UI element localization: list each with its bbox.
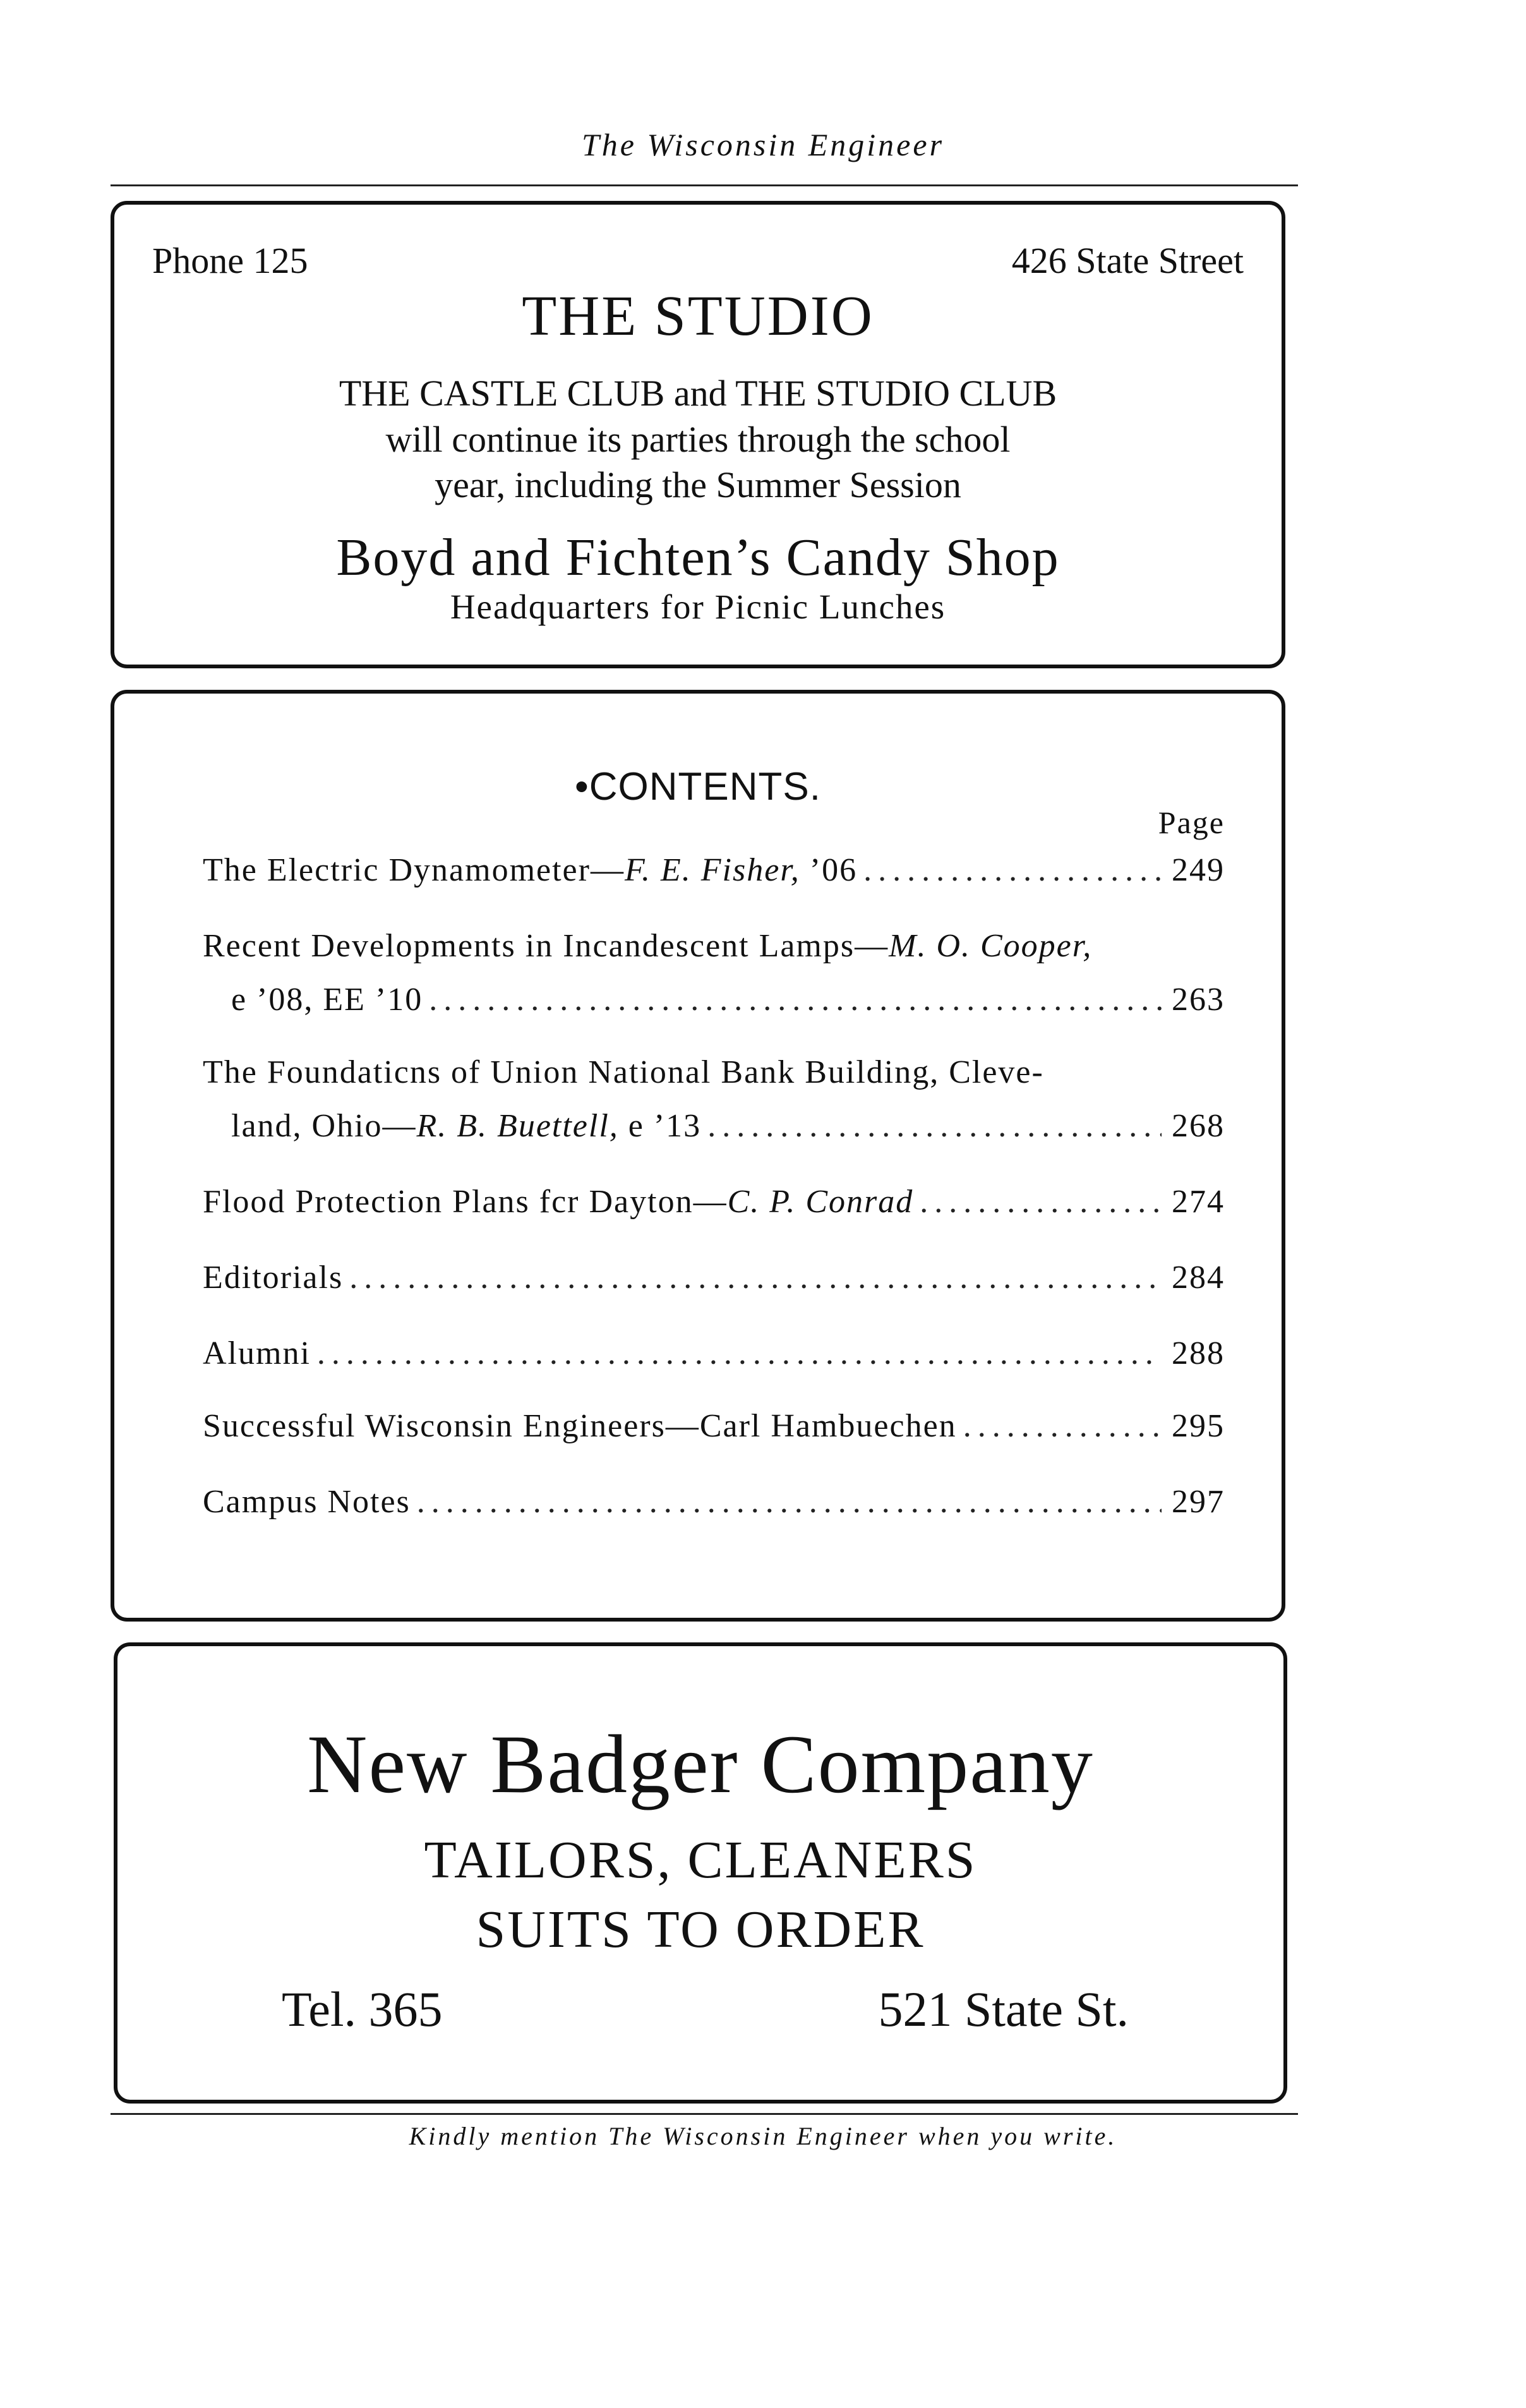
toc-entry-page: 288 (1172, 1335, 1225, 1371)
toc-leader-dots (429, 981, 1162, 1018)
toc-leader-dots (920, 1183, 1162, 1220)
footer-rule (111, 2113, 1298, 2115)
toc-entry-author: C. P. Conrad (727, 1184, 914, 1220)
toc-entry-author: R. B. Buettell, (416, 1108, 619, 1144)
toc-entry-line-1 (203, 927, 1092, 965)
toc-leader-dots (417, 1483, 1162, 1520)
toc-entry-line-2 (231, 981, 1225, 1018)
studio-line-1: THE CASTLE CLUB and THE STUDIO CLUB (339, 373, 1057, 414)
toc-entry-title: Successful Wisconsin Engineers—Carl Hambuechen (203, 1408, 957, 1444)
toc-entry (203, 1259, 1225, 1296)
toc-entry-page: 249 (1172, 852, 1225, 888)
badger-telephone: Tel. 365 (282, 1982, 443, 2037)
toc-entry-title: Flood Protection Plans fcr Dayton— (203, 1184, 728, 1220)
toc-entry-suffix: e ’13 (618, 1108, 702, 1144)
toc-leader-dots (317, 1335, 1162, 1372)
toc-entry-line-2 (231, 1107, 1225, 1145)
toc-entry-author: M. O. Cooper, (889, 928, 1093, 964)
toc-entry-page: 268 (1172, 1108, 1225, 1144)
toc-leader-dots (707, 1107, 1162, 1145)
studio-line-3: year, including the Summer Session (435, 464, 961, 505)
badger-line-2: SUITS TO ORDER (476, 1900, 925, 1959)
toc-entry-author: F. E. Fisher, (624, 852, 800, 888)
badger-advertisement (114, 1642, 1287, 2104)
header-rule (111, 184, 1298, 186)
contents-heading: •CONTENTS. (575, 765, 821, 809)
toc-entry-prefix: land, Ohio— (231, 1108, 417, 1144)
toc-entry-suffix: e ’08, EE ’10 (231, 982, 423, 1018)
studio-phone: Phone 125 (152, 240, 308, 281)
candy-shop-tagline: Headquarters for Picnic Lunches (450, 587, 946, 626)
candy-shop-name: Boyd and Fichten’s Candy Shop (336, 528, 1060, 587)
toc-entry (203, 1335, 1225, 1372)
toc-leader-dots (963, 1407, 1162, 1445)
toc-entry (203, 1407, 1225, 1445)
toc-entry-title: Recent Developments in Incandescent Lamps— (203, 928, 889, 964)
toc-entry (203, 852, 1225, 889)
contents-box (111, 690, 1285, 1622)
toc-entry-page: 284 (1172, 1260, 1225, 1296)
toc-entry (203, 1183, 1225, 1220)
toc-entry-page: 297 (1172, 1484, 1225, 1520)
toc-entry-title: The Electric Dynamometer— (203, 852, 625, 888)
contents-page-label: Page (1158, 805, 1225, 840)
toc-entry-title: Campus Notes (203, 1484, 411, 1520)
toc-entry-title: The Foundaticns of Union National Bank Building, Cleve- (203, 1054, 1044, 1090)
running-head: The Wisconsin Engineer (581, 127, 945, 162)
badger-line-1: TAILORS, CLEANERS (424, 1831, 977, 1889)
studio-title: THE STUDIO (522, 285, 874, 347)
toc-leader-dots (349, 1259, 1162, 1296)
toc-entry-page: 274 (1172, 1184, 1225, 1220)
studio-advertisement (111, 201, 1285, 668)
toc-entry (203, 1483, 1225, 1520)
toc-entry-line-1 (203, 1054, 1044, 1091)
toc-entry-page: 295 (1172, 1408, 1225, 1444)
badger-address: 521 State St. (878, 1982, 1129, 2037)
toc-entry-page: 263 (1172, 982, 1225, 1018)
footer-note: Kindly mention The Wisconsin Engineer when you write. (409, 2122, 1117, 2150)
toc-leader-dots (863, 852, 1162, 889)
badger-title: New Badger Company (307, 1718, 1094, 1810)
studio-line-2: will continue its parties through the school (385, 419, 1011, 460)
studio-address: 426 State Street (1011, 240, 1244, 281)
toc-entry-title: Alumni (203, 1335, 311, 1371)
toc-entry-suffix: ’06 (800, 852, 858, 888)
toc-entry-title: Editorials (203, 1260, 344, 1296)
